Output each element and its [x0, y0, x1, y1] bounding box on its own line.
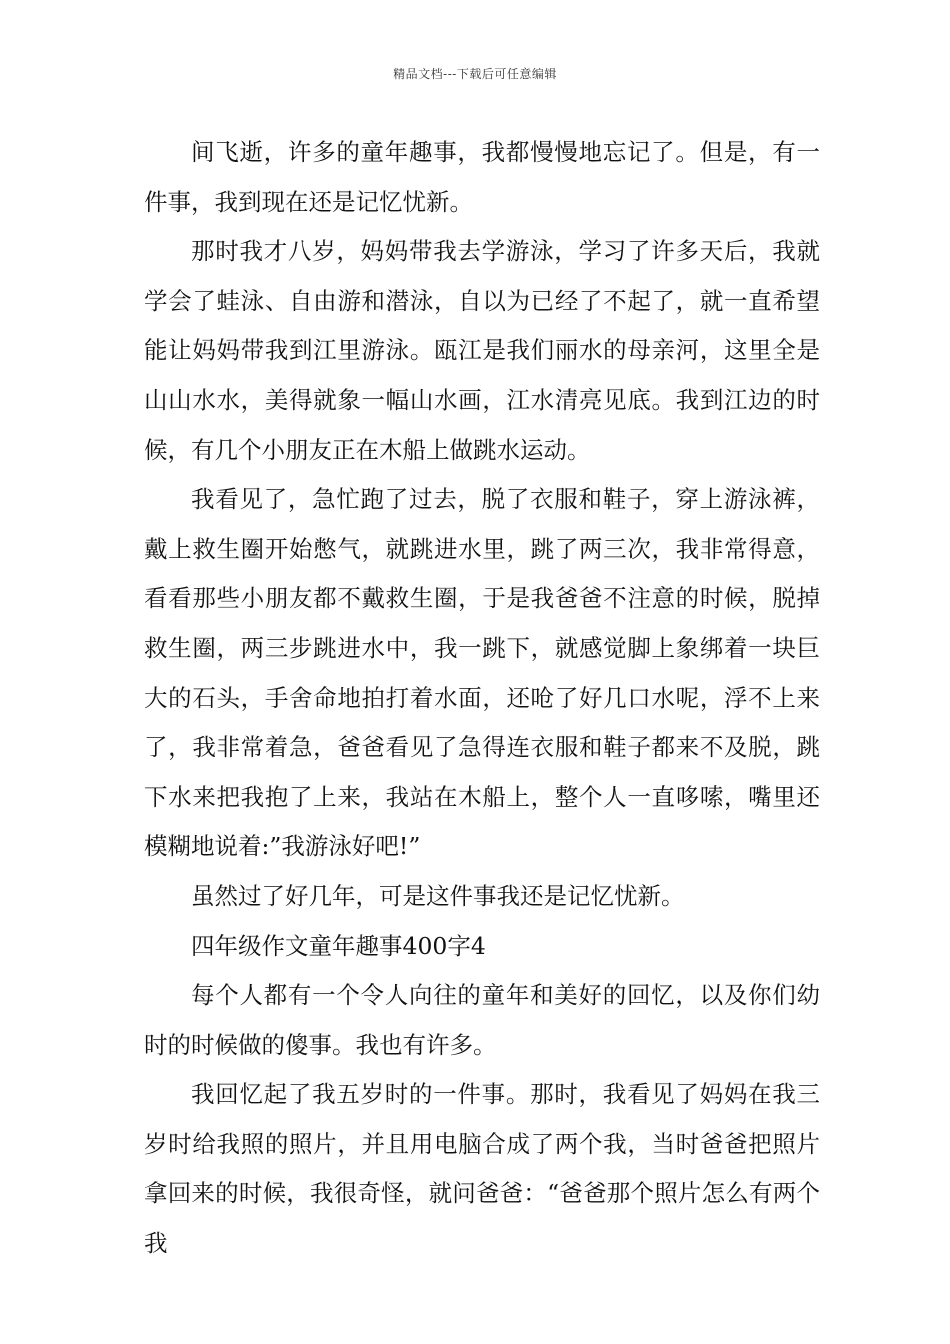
paragraph-6: 我回忆起了我五岁时的一件事。那时，我看见了妈妈在我三岁时给我照的照片，并且用电脑合成了两个我，当时爸爸把照片拿回来的时候，我很奇怪，就问爸爸：“爸爸那个照片怎么有两个我	[144, 1080, 820, 1258]
paragraph-2: 那时我才八岁，妈妈带我去学游泳，学习了许多天后，我就学会了蛙泳、自由游和潜泳，自以为已经了不起了，就一直希望能让妈妈带我到江里游泳。瓯江是我们丽水的母亲河，这里全是山山水水，美得就象一幅山水画，江水清亮见底。我到江边的时候，有几个小朋友正在木船上做跳水运动。	[144, 237, 820, 464]
paragraph-1: 间飞逝，许多的童年趣事，我都慢慢地忘记了。但是，有一件事，我到现在还是记忆忧新。	[144, 138, 820, 216]
document-body	[144, 128, 820, 1269]
paragraph-5: 每个人都有一个令人向往的童年和美好的回忆，以及你们幼时的时候做的傻事。我也有许多。	[144, 981, 820, 1059]
paragraph-4: 虽然过了好几年，可是这件事我还是记忆忧新。	[191, 881, 685, 910]
paragraph-3: 我看见了，急忙跑了过去，脱了衣服和鞋子，穿上游泳裤，戴上救生圈开始憋气，就跳进水里，跳了两三次，我非常得意，看看那些小朋友都不戴救生圈，于是我爸爸不注意的时候，脱掉救生圈，两三步跳进水中，我一跳下，就感觉脚上象绑着一块巨大的石头，手舍命地拍打着水面，还呛了好几口水呢，浮不上来了，我非常着急，爸爸看见了急得连衣服和鞋子都来不及脱，跳下水来把我抱了上来，我站在木船上，整个人一直哆嗦，嘴里还模糊地说着:”我游泳好吧!”	[144, 485, 820, 861]
section-heading: 四年级作文童年趣事400字4	[191, 931, 486, 960]
page-header: 精品文档---下载后可任意编辑	[393, 67, 557, 81]
